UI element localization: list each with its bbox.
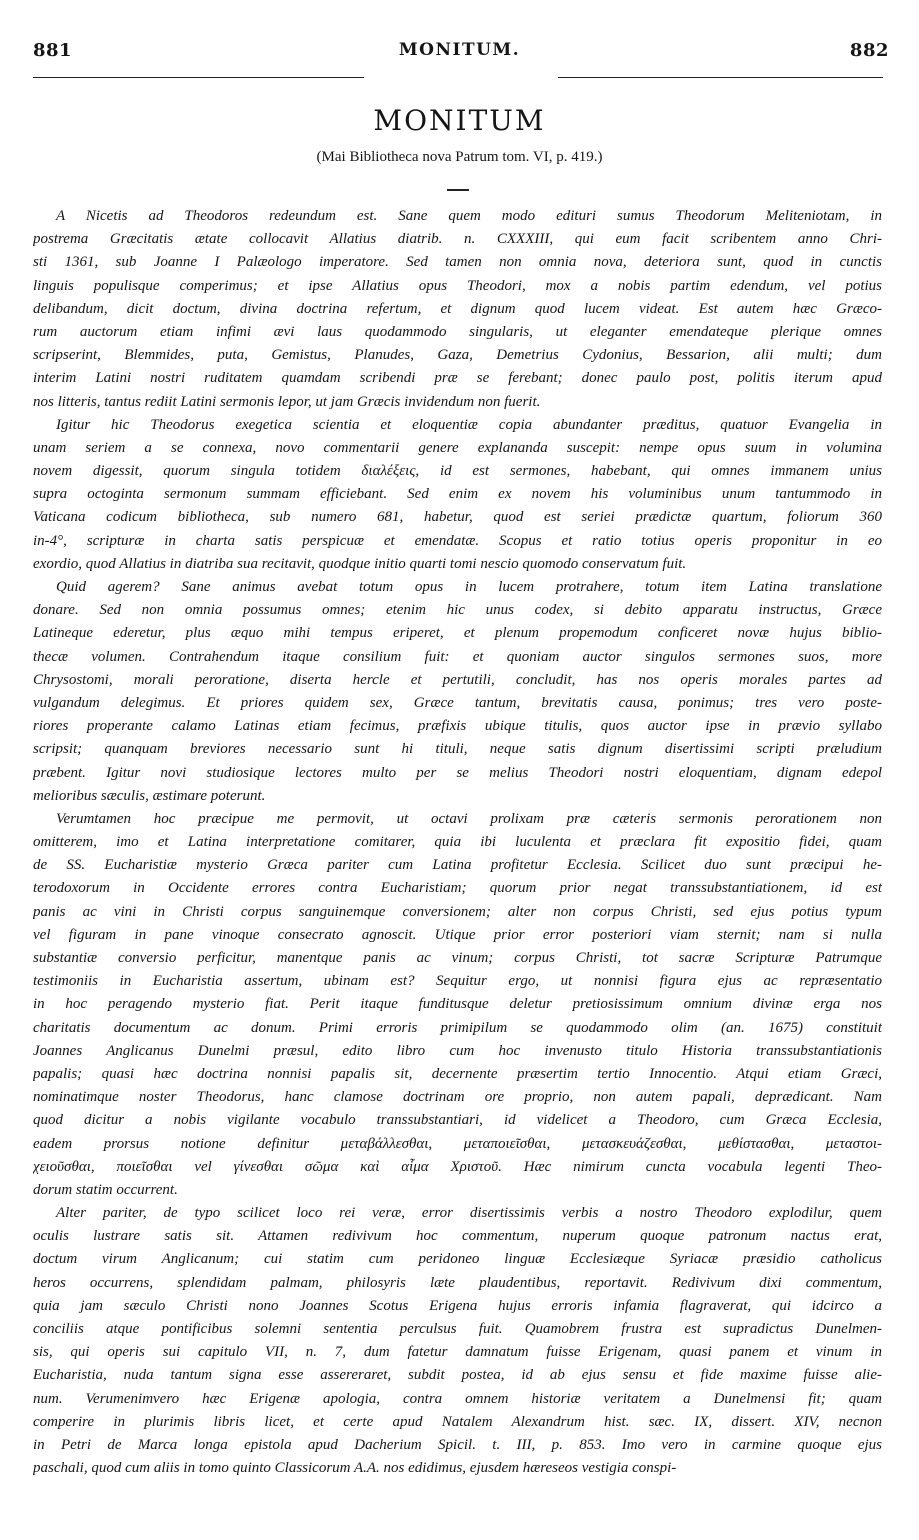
text-line: interim Latini nostri ruditatem quamdam scribendi præ se ferebant; donec paulo post, politis iterum apud <box>33 370 882 387</box>
text-line: in-4°, scripturæ in charta satis perspicuæ et emendatæ. Scopus et ratio totius operis proponitur in eo <box>33 532 882 549</box>
text-line: χειοῦσθαι, ποιεῖσθαι vel γίνεσθαι σῶμα καὶ αἷμα Χριστοῦ. Hæc nimirum cuncta vocabula legenti Theo- <box>33 1158 882 1175</box>
text-line: vel figuram in pane vinoque consecrato agnoscit. Utique prior error posteriori viam sternit; nam si nulla <box>33 926 882 943</box>
text-line: delibandum, dicit doctum, divina doctrina refertum, et dignum quod lucem videat. Est autem hæc Græco- <box>33 300 882 317</box>
text-line: in Petri de Marca longa epistola apud Dacherium Spicil. t. III, p. 853. Imo vero in carmine quoque ejus <box>33 1436 882 1453</box>
text-line: dorum statim occurrent. <box>33 1181 178 1198</box>
text-line: Latineque ederetur, plus æquo mihi tempus eriperet, et plenum propemodum conficeret novæ hujus biblio- <box>33 625 882 642</box>
text-line: testimoniis in Eucharistia assertum, ubinam est? Sequitur ergo, ut nonnisi figura ejus ac repræsentatio <box>33 973 882 990</box>
text-line: supra octoginta sermonum summam efficiebant. Sed enim ex novem his voluminibus unum tantummodo in <box>33 486 882 503</box>
text-line: Chrysostomi, morali peroratione, diserta hercle et pertutili, concludit, has nos operis morales partes ad <box>33 671 882 688</box>
title-divider <box>447 189 469 191</box>
text-line: linguis populisque comperimus; et ipse Allatius opus Theodori, mox a nobis partim edendum, vel potius <box>33 277 882 294</box>
document-body <box>33 205 882 1480</box>
text-line: comperire in plurimis libris licet, et certe apud Natalem Alexandrum hist. sæc. IX, dissert. XIV, necnon <box>33 1413 882 1430</box>
text-line: oculis lustrare satis sit. Attamen redivivum hoc commentum, nuperum quoque patronum nactus erat, <box>33 1228 882 1245</box>
text-line: doctum virum Anglicanum; cui statim cum peridoneo linguæ Ecclesiæque Syriacæ præsidio catholicus <box>33 1251 882 1268</box>
text-line: Vaticana codicum bibliotheca, sub numero 681, habetur, quod est seriei prædictæ quartum, foliorum 360 <box>33 509 882 526</box>
text-line: Joannes Anglicanus Dunelmi præsul, edito libro cum hoc invenusto titulo Historia transsubstantiationis <box>33 1042 882 1059</box>
text-line: sti 1361, sub Joanne I Palæologo imperatore. Sed tamen non omnia nova, deteriora sunt, quod in cunctis <box>33 254 882 271</box>
text-line: melioribus sæculis, æstimare poterunt. <box>33 787 266 804</box>
text-line: nominatimque noster Theodorus, hanc clamose doctrinam ore proprio, non autem papali, deprædicant. Nam <box>33 1089 882 1106</box>
text-line: in hoc peragendo mysterio fiat. Perit itaque funditusque deletur pretiosissimum omnium divinæ erga nos <box>33 996 882 1013</box>
text-line: substantiæ conversio perficitur, manentque panis ac vinum; corpus Christi, tot sacræ Scripturæ Patrumque <box>33 950 882 966</box>
left-page-number: 881 <box>33 40 73 61</box>
right-page-number: 882 <box>849 40 889 61</box>
text-line: omitterem, imo et Latina interpretatione comitarer, quia ibi luculenta et præclara fit expositio fidei, quam <box>33 834 882 851</box>
text-line: præbent. Igitur novi studiosique lectores multo per se melius Theodori nostri eloquentiam, dignam edepol <box>33 764 882 781</box>
text-line: rum auctorum etiam infimi ævi laus quodammodo singularis, ut eleganter emendateque plerique omnes <box>33 323 882 340</box>
text-line: scripserint, Blemmides, puta, Gemistus, Planudes, Gaza, Demetrius Cydonius, Bessarion, alii multi; dum <box>33 347 882 364</box>
paragraph <box>33 205 882 414</box>
paragraph <box>33 576 882 808</box>
text-line: eadem prorsus notione definitur μεταβάλλεσθαι, μεταποιεῖσθαι, μετασκευάζεσθαι, μεθίστασθαι, μεταστοι- <box>33 1135 882 1152</box>
text-line: scripsit; quanquam breviores necessario sunt hi tituli, neque satis dignum disertissimi scripti præludium <box>33 741 882 758</box>
text-line: paschali, quod cum aliis in tomo quinto Classicorum A.A. nos edidimus, ejusdem hæreseos vestigia conspi- <box>33 1460 677 1477</box>
text-line: donare. Sed non omnia possumus omnes; etenim hic unus codex, si debito apparatu instructus, Græce <box>33 602 882 619</box>
text-line: sis, qui operis sui capitulo VII, n. 7, dum fatetur damnatum fuisse Erigenam, quasi panem et vinum in <box>33 1344 882 1361</box>
header-rule-left <box>33 77 364 78</box>
text-line: unam seriem a se connexa, novo commentarii genere explananda suscepit: nempe opus suum in volumina <box>33 439 882 456</box>
text-line: thecæ volumen. Contrahendum itaque consilium fuit: et quoniam auctor singulos sermones suos, more <box>33 648 882 665</box>
text-line: riores properante calamo Latinas etiam fecimus, præfixis ubique titulis, quos auctor ipse in prævio syllabo <box>33 718 882 735</box>
text-line: charitatis documentum ac donum. Primi erroris primipilum se quodammodo olim (an. 1675) constituit <box>33 1019 882 1036</box>
text-line: conciliis atque pontificibus solemni sententia perculsus fuit. Quamobrem frustra est supradictus Dunelmen- <box>33 1321 882 1337</box>
text-line: postrema Græcitatis ætate collocavit Allatius diatrib. n. CXXXIII, qui eum facit scribentem anno Chri- <box>33 231 882 248</box>
running-title: MONITUM. <box>398 40 521 60</box>
text-line: nos litteris, tantus rediit Latini sermonis lepor, ut jam Græcis invidendum non fuerit. <box>33 393 541 410</box>
text-line: heros occurrens, splendidam palmam, philosyris læte plaudentibus, reportavit. Redivivum dixi commentum, <box>33 1274 882 1291</box>
text-line: novem digessit, quorum singula totidem διαλέξεις, id est sermones, habebant, qui omnes immanem unius <box>33 463 882 480</box>
paragraph <box>33 414 882 576</box>
text-line: Alter pariter, de typo scilicet loco rei veræ, error disertissimis verbis a nostro Theodoro explodilur, quem <box>56 1205 882 1222</box>
header-rule-right <box>558 77 883 78</box>
text-line: papalis; quasi hæc doctrina nonnisi papalis sit, decernente præsertim tertio Innocentio. Atqui etiam Græci, <box>33 1065 882 1082</box>
text-line: Verumtamen hoc præcipue me permovit, ut octavi prolixam præ cæteris sermonis perorationem non <box>56 810 882 827</box>
text-line: Eucharistia, nuda tantum signa esse assereraret, subdit postea, id ab ejus sensu et fide maxime fuisse alie- <box>33 1367 882 1384</box>
text-line: A Nicetis ad Theodoros redeundum est. Sane quem modo edituri sumus Theodorum Meliteniotam, in <box>56 208 882 224</box>
document-title: MONITUM <box>373 104 546 137</box>
text-line: terodoxorum in Occidente errores contra Eucharistiam; quorum prior negat transsubstantiationem, id est <box>33 880 882 897</box>
text-line: exordio, quod Allatius in diatriba sua recitavit, quodque initio quarti tomi nescio quomodo conservatum fuit. <box>33 555 687 572</box>
text-line: quod dicitur a nobis vigilante vocabulo transsubstantiari, id videlicet a Theodoro, cum Græca Ecclesia, <box>33 1112 882 1129</box>
text-line: Igitur hic Theodorus exegetica scientia et eloquentiæ copia abundanter præditus, quatuor Evangelia in <box>56 416 882 433</box>
document-subtitle: (Mai Bibliotheca nova Patrum tom. VI, p. 419.) <box>316 149 603 165</box>
paragraph <box>33 808 882 1202</box>
text-line: Quid agerem? Sane animus avebat totum opus in lucem protrahere, totum item Latina translatione <box>56 579 882 595</box>
text-line: de SS. Eucharistiæ mysterio Græca pariter cum Latina profitetur Ecclesia. Scilicet duo sunt præcipui he- <box>33 857 882 874</box>
text-line: panis ac vini in Christi corpus sanguinemque conversionem; alter non corpus Christi, sed ejus potius typum <box>33 903 882 920</box>
text-line: quia jam sæculo Christi nono Joannes Scotus Erigena hujus erroris infamia flagraverat, qui idcirco a <box>33 1297 882 1314</box>
text-line: vulgandum delegimus. Et priores quidem sex, Græce tantum, brevitatis causa, ponimus; tres vero poste- <box>33 694 882 711</box>
text-line: num. Verumenimvero hæc Erigenæ apologia, contra omnem historiæ veritatem a Dunelmensi fit; quam <box>33 1390 882 1407</box>
paragraph <box>33 1202 882 1480</box>
